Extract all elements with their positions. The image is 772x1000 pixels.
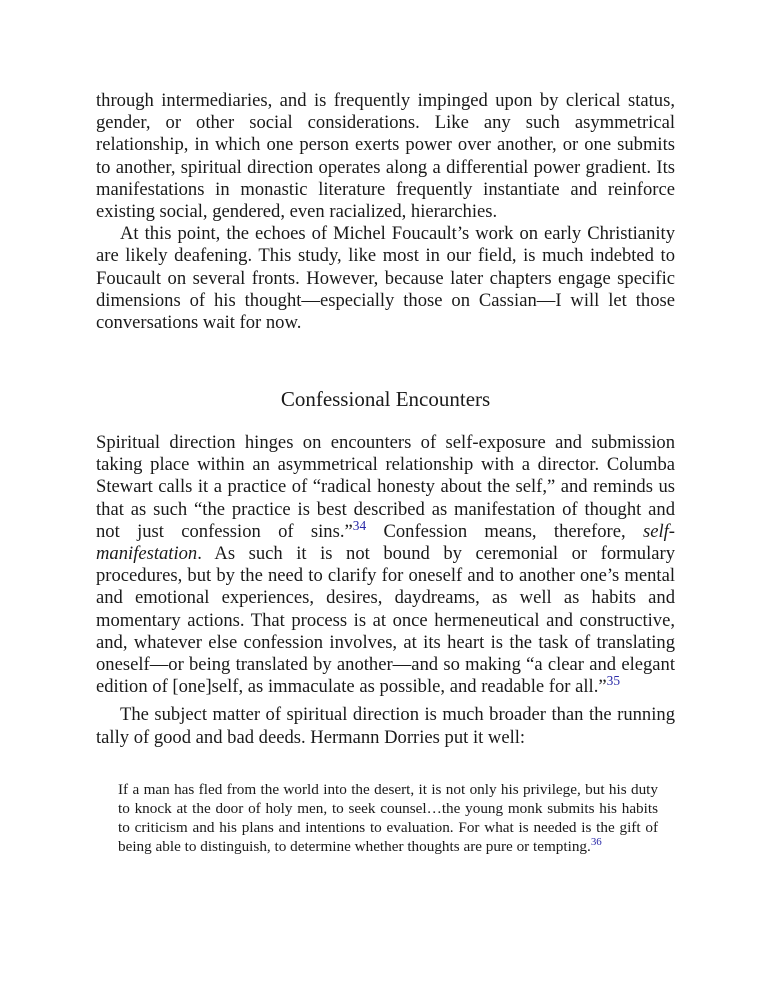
footnote-ref-36[interactable]: 36	[590, 835, 602, 848]
section-text-block	[96, 432, 675, 749]
footnote-ref-35[interactable]: 35	[606, 673, 620, 689]
paragraph-foucault: At this point, the echoes of Michel Foucault’s work on early Christianity are likely deafening. This study, like most in our field, is much indebted to Foucault on several fronts. However, because later chapters engage specific dimensions of his thought—especially those on Cassian—I will let those conversations wait for now.	[96, 223, 675, 334]
italic-term: self-manifestation	[96, 520, 675, 565]
top-text-block	[96, 90, 675, 334]
block-quote	[118, 780, 658, 856]
paragraph-spiritual-direction	[96, 432, 675, 698]
paragraph-continuation: through intermediaries, and is frequently impinged upon by clerical status, gender, or other social considerations. Like any such asymmetrical relationship, in which one person exerts power over another, or one submits to another, spiritual direction operates along a differential power gradient. Its manifestations in monastic literature frequently instantiate and reinforce existing social, gendered, even racialized, hierarchies.	[96, 90, 675, 223]
paragraph-subject-matter: The subject matter of spiritual direction is much broader than the running tally of good and bad deeds. Hermann Dorries put it well:	[96, 704, 675, 748]
paragraph-text-part: Confession means, therefore,	[366, 520, 643, 542]
block-quote-text: If a man has fled from the world into the desert, it is not only his privilege, but his duty to knock at the door of holy men, to seek counsel…the young monk submits his habits to criticism and his plans and intentions to evaluation. For what is needed is the gift of being able to distinguish, to determine whether thoughts are pure or tempting.	[118, 781, 658, 855]
paragraph-text-part: . As such it is not bound by ceremonial or formulary procedures, but by the need to clarify for oneself and to another one’s mental and emotional experiences, desires, daydreams, as well as habits and momentary actions. That process is at once hermeneutical and constructive, and, whatever else confession involves, at its heart is the task of translating oneself—or being translated by another—and so making “a clear and elegant edition of [one]self, as immaculate as possible, and readable for all.”	[96, 543, 675, 698]
paragraph-text-part: Spiritual direction hinges on encounters of self-exposure and submission taking place within an asymmetrical relationship with a director. Columba Stewart calls it a practice of “radical honesty about the self,” and reminds us that as such “the practice is best described as manifestation of thought and not just confession of sins.”	[96, 432, 675, 542]
section-heading: Confessional Encounters	[280, 387, 491, 411]
footnote-ref-34[interactable]: 34	[352, 517, 367, 533]
